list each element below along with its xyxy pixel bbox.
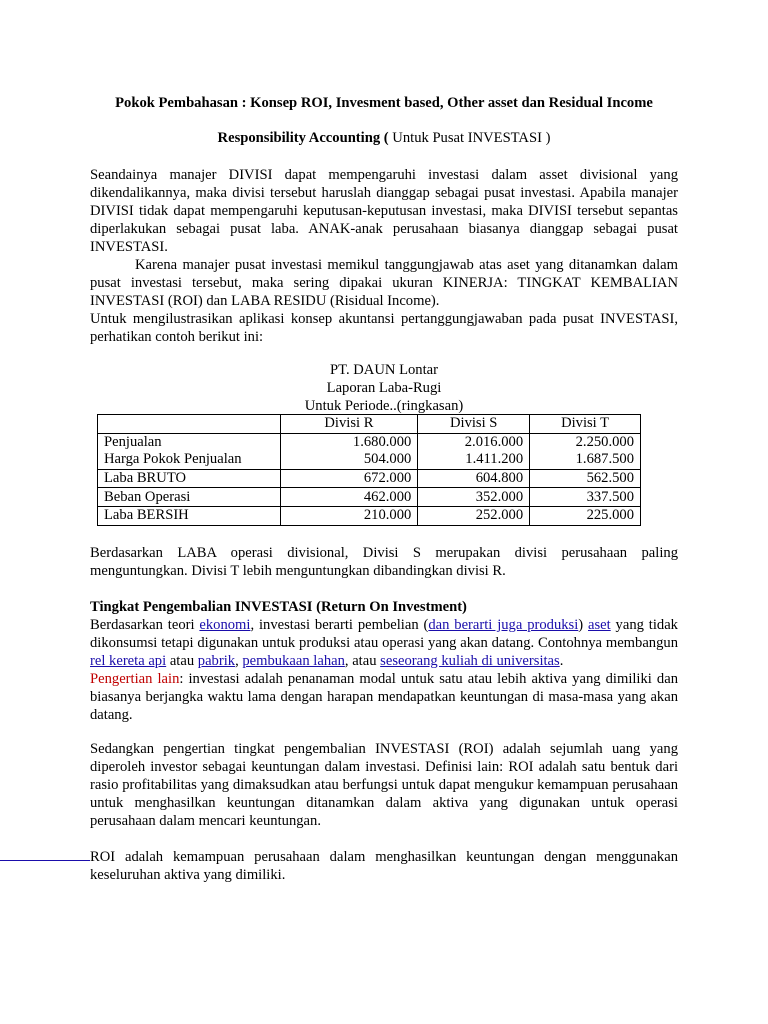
cell-divisi-r: 210.000 (280, 506, 418, 525)
text-span: , atau (344, 653, 381, 669)
document-title: Pokok Pembahasan : Konsep ROI, Invesment based, Other asset dan Residual Income (115, 95, 653, 111)
cell-divisi-r: 672.000 (280, 469, 418, 488)
pengertian-lain-label: Pengertian lain (90, 671, 180, 687)
paragraph-investasi (90, 616, 678, 724)
row-label: Harga Pokok Penjualan (98, 451, 281, 469)
table-row (98, 451, 641, 469)
paragraph-1: Seandainya manajer DIVISI dapat mempengaruhi investasi dalam asset divisional yang dikendalikannya, maka divisi tersebut haruslah dianggap sebagai pusat investasi. Apabila manajer DIVISI tidak dapat mempengaruhi keputusan-keputusan investasi, maka DIVISI tersebut sepantas diperlakukan sebagai pusat laba. ANAK-anak perusahaan biasanya dianggap sebagai pusat INVESTASI. (90, 167, 678, 255)
cell-divisi-t: 2.250.000 (530, 433, 641, 451)
paragraph-intro (90, 166, 678, 346)
table-header-divisi-s: Divisi S (418, 415, 530, 434)
cell-divisi-s: 252.000 (418, 506, 530, 525)
cell-divisi-t: 562.500 (530, 469, 641, 488)
report-period: Untuk Periode..(ringkasan) (304, 398, 464, 414)
text-span: , investasi berarti pembelian ( (250, 617, 429, 633)
cell-divisi-s: 2.016.000 (418, 433, 530, 451)
link-pembukaan-lahan[interactable]: pembukaan lahan (242, 653, 345, 669)
document-subtitle (90, 129, 678, 147)
paragraph-3: Untuk mengilustrasikan aplikasi konsep akuntansi pertanggungjawaban pada pusat INVESTASI, perhatikan contoh berikut ini: (90, 311, 678, 345)
table-header-divisi-t: Divisi T (530, 415, 641, 434)
text-span: yang tidak dikonsumsi tetapi digunakan untuk produksi atau operasi yang akan datang. Contohnya membangun (90, 617, 678, 651)
link-ekonomi[interactable]: ekonomi (199, 617, 251, 633)
paragraph-2: Karena manajer pusat investasi memikul tanggungjawab atas aset yang ditanamkan dalam pusat investasi tersebut, maka sering dipakai ukuran KINERJA: TINGKAT KEMBALIAN INVESTASI (ROI) dan LABA RESIDU (Risidual Income). (90, 257, 678, 309)
row-label: Penjualan (98, 433, 281, 451)
row-label: Laba BRUTO (98, 469, 281, 488)
cell-divisi-s: 352.000 (418, 488, 530, 507)
cell-divisi-s: 1.411.200 (418, 451, 530, 469)
text-span: ) (578, 617, 588, 633)
subtitle-normal: Untuk Pusat INVESTASI ) (388, 130, 551, 146)
text-span: , (235, 653, 243, 669)
footnote-underline (0, 860, 90, 861)
table-row (98, 469, 641, 488)
text-span: atau (166, 653, 198, 669)
table-header-divisi-r: Divisi R (280, 415, 418, 434)
income-statement-table (97, 414, 641, 526)
cell-divisi-t: 1.687.500 (530, 451, 641, 469)
table-row (98, 506, 641, 525)
section-heading-roi: Tingkat Pengembalian INVESTASI (Return On Investment) (90, 599, 467, 615)
link-kuliah[interactable]: seseorang kuliah di universitas (380, 653, 560, 669)
text-span: : investasi adalah penanaman modal untuk satu atau lebih aktiva yang dimiliki dan biasanya berjangka waktu lama dengan harapan mendapatkan keuntungan di masa-masa yang akan datang. (90, 671, 678, 723)
text-span: . (559, 653, 564, 669)
row-label: Laba BERSIH (98, 506, 281, 525)
link-aset[interactable]: aset (588, 617, 611, 633)
cell-divisi-r: 462.000 (280, 488, 418, 507)
company-name: PT. DAUN Lontar (330, 362, 438, 378)
cell-divisi-r: 1.680.000 (280, 433, 418, 451)
subtitle-bold: Responsibility Accounting ( (217, 130, 389, 146)
paragraph-6: ROI adalah kemampuan perusahaan dalam menghasilkan keuntungan dengan menggunakan keseluruhan aktiva yang dimiliki. (90, 849, 678, 883)
table-header-label (98, 415, 281, 434)
row-label: Beban Operasi (98, 488, 281, 507)
cell-divisi-r: 504.000 (280, 451, 418, 469)
table-header-row (98, 415, 641, 434)
table-row (98, 488, 641, 507)
link-rel-kereta-api[interactable]: rel kereta api (90, 653, 167, 669)
table-row (98, 433, 641, 451)
text-span: Berdasarkan teori (90, 617, 200, 633)
cell-divisi-t: 225.000 (530, 506, 641, 525)
paragraph-5: Sedangkan pengertian tingkat pengembalian INVESTASI (ROI) adalah sejumlah uang yang diperoleh investor sebagai keuntungan dalam investasi. Definisi lain: ROI adalah satu bentuk dari rasio profitabilitas yang dimaksudkan atau berfungsi untuk dapat mengukur kemampuan perusahaan untuk menghasilkan keuntungan ditanamkan dalam aktiva yang digunakan untuk operasi perusahaan dalam mencari keuntungan. (90, 741, 678, 829)
cell-divisi-s: 604.800 (418, 469, 530, 488)
report-name: Laporan Laba-Rugi (326, 380, 442, 396)
cell-divisi-t: 337.500 (530, 488, 641, 507)
link-pabrik[interactable]: pabrik (197, 653, 236, 669)
paragraph-4: Berdasarkan LABA operasi divisional, Divisi S merupakan divisi perusahaan paling menguntungkan. Divisi T lebih menguntungkan dibandingkan divisi R. (90, 545, 678, 579)
link-produksi[interactable]: dan berarti juga produksi (428, 617, 579, 633)
